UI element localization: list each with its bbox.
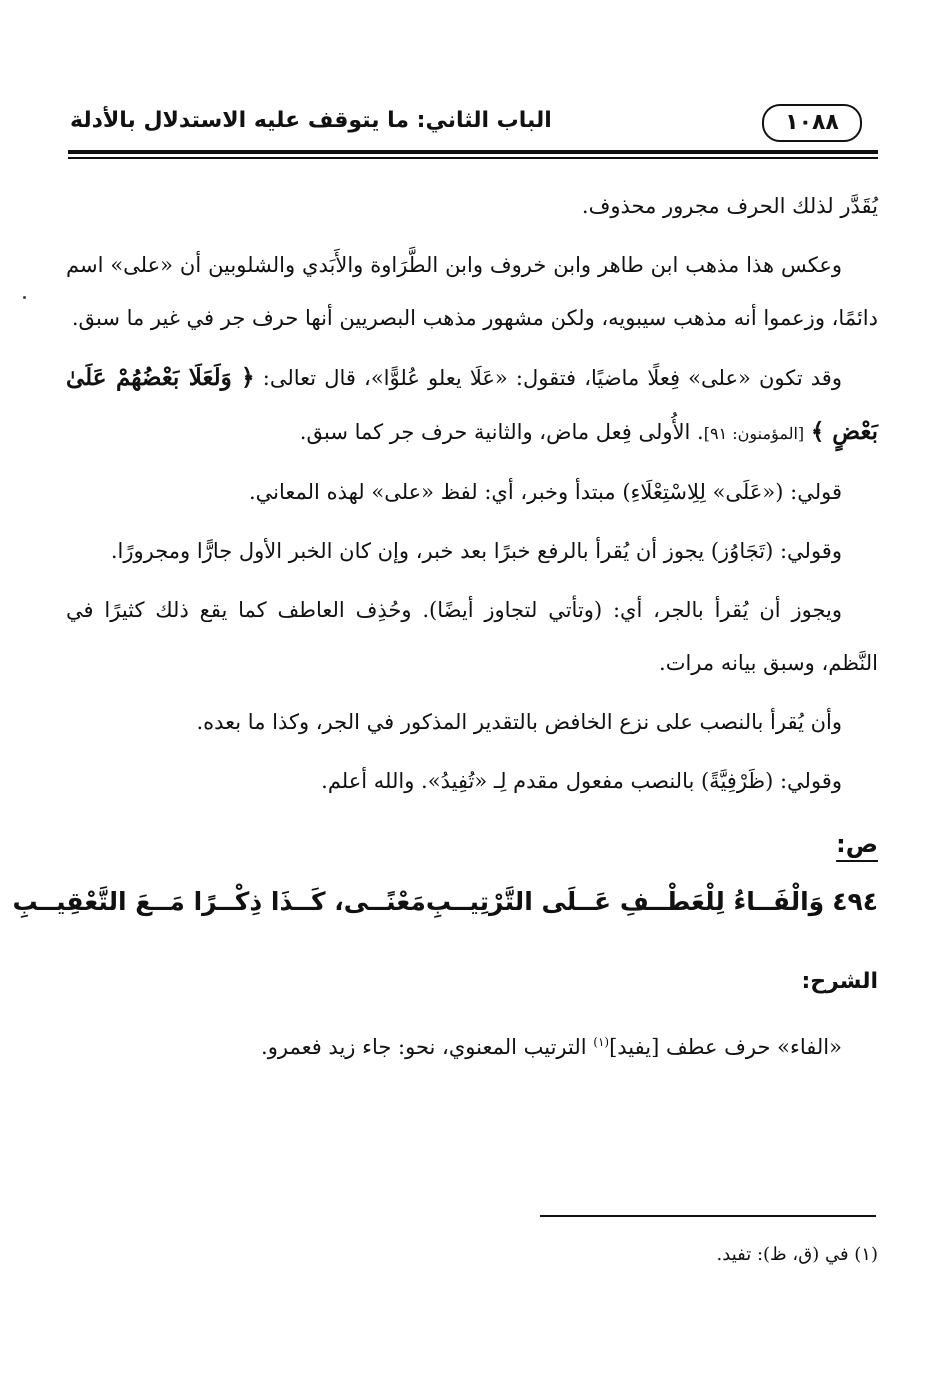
paragraph-3 bbox=[66, 351, 878, 460]
paragraph-2: وعكس هذا مذهب ابن طاهر وابن خروف وابن الطَّرَاوة والأَبَدي والشلوبين أن «على» اسم دائمًا، وزعموا أنه مذهب سيبويه، ولكن مشهور مذهب البصريين أنها حرف جر في غير ما سبق. bbox=[66, 253, 878, 330]
footnote: (١) في (ق، ظ): تفيد. bbox=[716, 1244, 878, 1265]
paragraph-3-text-b: . الأُولى فِعل ماض، والثانية حرف جر كما سبق. bbox=[299, 420, 704, 444]
paragraph-6: ويجوز أن يُقرأ بالجر، أي: (وتأتي لتجاوز أيضًا). وحُذِف العاطف كما يقع ذلك كثيرًا في النَّظم، وسبق بيانه مرات. bbox=[66, 598, 878, 675]
sharh-heading: الشرح: bbox=[801, 969, 878, 994]
header-rule-thin bbox=[68, 157, 878, 159]
quran-verse: ﴿ وَلَعَلَا بَعْضُهُمْ عَلَىٰ بَعْضٍ ﴾ bbox=[66, 364, 878, 445]
hemistich-1-text: وَالْفَــاءُ لِلْعَطْــفِ عَــلَى التَّرْتِيــبِ bbox=[425, 887, 825, 916]
sharh-paragraph bbox=[66, 1016, 878, 1074]
page-number: ١٠٨٨ bbox=[762, 104, 862, 142]
paragraph-8: وقولي: (ظَرْفِيَّةً) بالنصب مفعول مقدم لِـ «تُفِيدُ». والله أعلم. bbox=[321, 769, 842, 793]
quran-reference: [المؤمنون: ٩١] bbox=[703, 424, 805, 443]
margin-speck bbox=[23, 296, 26, 299]
footnote-marker: (١) bbox=[593, 1035, 610, 1049]
verse-number: ٤٩٤ bbox=[832, 887, 878, 916]
paragraph-7: وأن يُقرأ بالنصب على نزع الخافض بالتقدير المذكور في الجر، وكذا ما بعده. bbox=[196, 710, 842, 734]
paragraph-5: وقولي: (تَجَاوُز) يجوز أن يُقرأ بالرفع خبرًا بعد خبر، وإن كان الخبر الأول جارًّا ومجرورًا. bbox=[110, 539, 842, 563]
paragraph-1: يُقَدَّر لذلك الحرف مجرور محذوف. bbox=[581, 194, 878, 218]
header-rule-thick bbox=[68, 150, 878, 154]
page-header bbox=[70, 96, 870, 146]
paragraph-3-text-a: وقد تكون «على» فِعلًا ماضيًا، فتقول: «عَلَا يعلو عُلوًّا»، قال تعالى: bbox=[262, 366, 842, 390]
sharh-text-a: «الفاء» حرف عطف [يفيد] bbox=[609, 1035, 842, 1059]
matn-heading: ص: bbox=[836, 830, 878, 858]
verse-second-hemistich: مَعْنًــى، كَــذَا ذِكْــرًا مَــعَ التَّعْقِيــبِ bbox=[12, 887, 426, 916]
poem-verse bbox=[12, 872, 878, 932]
sharh-text-b: الترتيب المعنوي، نحو: جاء زيد فعمرو. bbox=[261, 1035, 594, 1059]
footnote-rule bbox=[540, 1215, 876, 1217]
running-title: الباب الثاني: ما يتوقف عليه الاستدلال بالأدلة bbox=[70, 108, 552, 133]
paragraph-4: قولي: («عَلَى» لِلِاسْتِعْلَاءِ) مبتدأ وخبر، أي: لفظ «على» لهذه المعاني. bbox=[248, 480, 842, 504]
main-text bbox=[12, 180, 878, 1080]
verse-first-hemistich bbox=[426, 872, 878, 932]
